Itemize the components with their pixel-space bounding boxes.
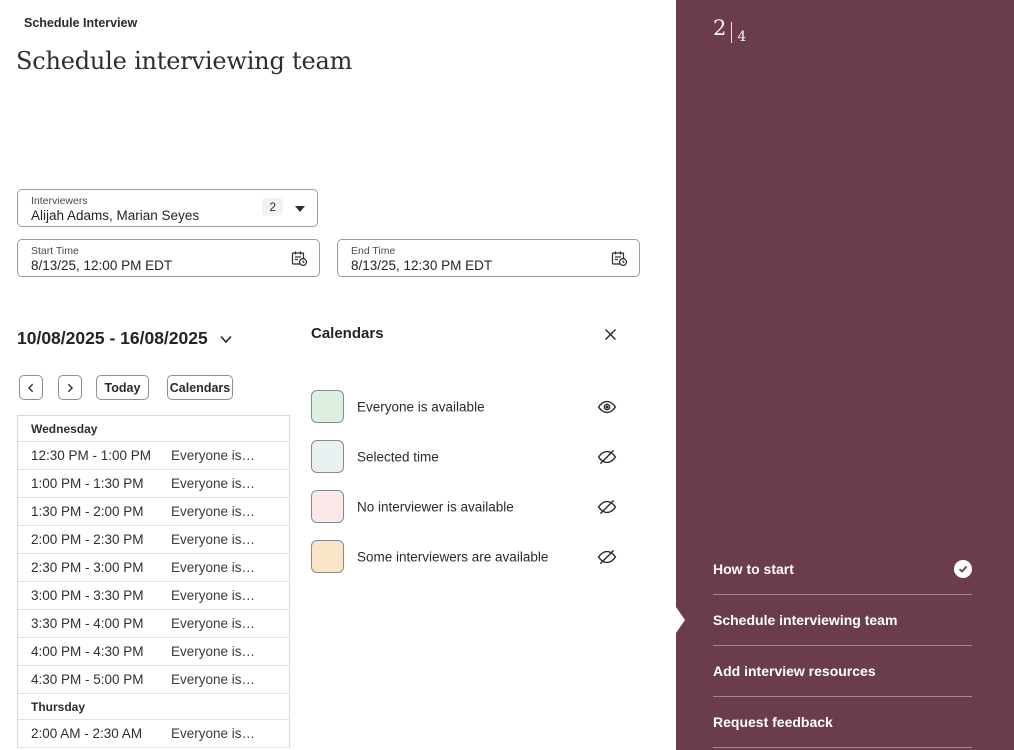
slot-status: Everyone is… [171,476,256,491]
step-label: Request feedback [713,714,833,730]
slot-status: Everyone is… [171,644,256,659]
slot-time: 4:00 PM - 4:30 PM [31,644,144,659]
slot-row[interactable] [18,666,289,694]
day-header: Wednesday [18,416,289,442]
slot-time: 4:30 PM - 5:00 PM [31,672,144,687]
slot-status: Everyone is… [171,616,256,631]
end-time-label: End Time [351,245,396,257]
visibility-eye-icon[interactable] [595,395,619,419]
slot-time: 3:30 PM - 4:00 PM [31,616,144,631]
end-time-field[interactable] [337,239,640,277]
legend-color-swatch [311,490,344,523]
current-step-pointer-icon [676,607,685,633]
legend-item [311,390,623,424]
slot-row[interactable] [18,638,289,666]
steps-list [713,544,972,748]
date-range-label: 10/08/2025 - 16/08/2025 [17,328,208,348]
legend-label: Everyone is available [357,399,485,415]
next-week-button[interactable] [58,375,82,400]
end-time-value: 8/13/25, 12:30 PM EDT [351,258,493,273]
date-range-dropdown[interactable] [17,328,234,349]
datetime-picker-icon[interactable] [291,250,308,272]
current-step-number: 2 [713,16,727,40]
legend-label: No interviewer is available [357,499,514,515]
slot-row[interactable] [18,610,289,638]
calendar-nav-toolbar [19,375,233,400]
chevron-right-icon [65,382,75,394]
slot-status: Everyone is… [171,588,256,603]
total-steps-number: 4 [737,29,747,45]
today-button[interactable]: Today [96,375,149,400]
slot-time: 12:30 PM - 1:00 PM [31,448,152,463]
calendars-panel-title: Calendars [311,325,384,342]
interviewers-field[interactable] [17,189,318,227]
legend-item [311,440,623,474]
visibility-eye-off-icon[interactable] [595,495,619,519]
chevron-down-icon [218,331,234,347]
legend-item [311,540,623,574]
slot-time: 1:30 PM - 2:00 PM [31,504,144,519]
visibility-eye-off-icon[interactable] [595,545,619,569]
slot-status: Everyone is… [171,560,256,575]
slot-row[interactable] [18,582,289,610]
datetime-picker-icon[interactable] [611,250,628,272]
slot-row[interactable] [18,498,289,526]
slot-status: Everyone is… [171,672,256,687]
chevron-left-icon [26,382,36,394]
time-slot-list [17,415,290,748]
legend-label: Selected time [357,449,439,465]
slot-status: Everyone is… [171,448,256,463]
slot-row[interactable] [18,554,289,582]
slot-time: 2:30 PM - 3:00 PM [31,560,144,575]
progress-divider [731,22,732,43]
legend-color-swatch [311,440,344,473]
legend-color-swatch [311,390,344,423]
step-progress-indicator [713,16,747,45]
step-label: Add interview resources [713,663,876,679]
slot-status: Everyone is… [171,726,256,741]
breadcrumb[interactable]: Schedule Interview [24,16,138,30]
start-time-field[interactable] [17,239,320,277]
chevron-down-icon[interactable] [295,206,305,212]
step-item-schedule-interviewing-team[interactable] [713,595,972,646]
slot-status: Everyone is… [171,532,256,547]
previous-week-button[interactable] [19,375,43,400]
step-item-add-interview-resources[interactable] [713,646,972,697]
start-time-value: 8/13/25, 12:00 PM EDT [31,258,173,273]
interviewers-count-badge: 2 [262,198,283,216]
interviewers-value: Alijah Adams, Marian Seyes [31,208,200,223]
interviewers-label: Interviewers [31,195,88,207]
slot-time: 2:00 AM - 2:30 AM [31,726,143,741]
day-header: Thursday [18,694,289,720]
guided-steps-panel [676,0,1014,750]
slot-row[interactable] [18,526,289,554]
page-title: Schedule interviewing team [16,47,353,75]
check-icon [954,560,972,578]
slot-time: 3:00 PM - 3:30 PM [31,588,144,603]
legend-item [311,490,623,524]
legend-color-swatch [311,540,344,573]
slot-status: Everyone is… [171,504,256,519]
slot-row[interactable] [18,470,289,498]
step-label: Schedule interviewing team [713,612,898,628]
slot-time: 1:00 PM - 1:30 PM [31,476,144,491]
slot-time: 2:00 PM - 2:30 PM [31,532,144,547]
step-item-how-to-start[interactable] [713,544,972,595]
calendars-button[interactable]: Calendars [167,375,233,400]
slot-row[interactable] [18,442,289,470]
slot-row[interactable] [18,720,289,748]
step-label: How to start [713,561,794,577]
step-item-request-feedback[interactable] [713,697,972,748]
visibility-eye-off-icon[interactable] [595,445,619,469]
close-icon[interactable] [600,324,620,344]
legend-label: Some interviewers are available [357,549,549,565]
start-time-label: Start Time [31,245,79,257]
